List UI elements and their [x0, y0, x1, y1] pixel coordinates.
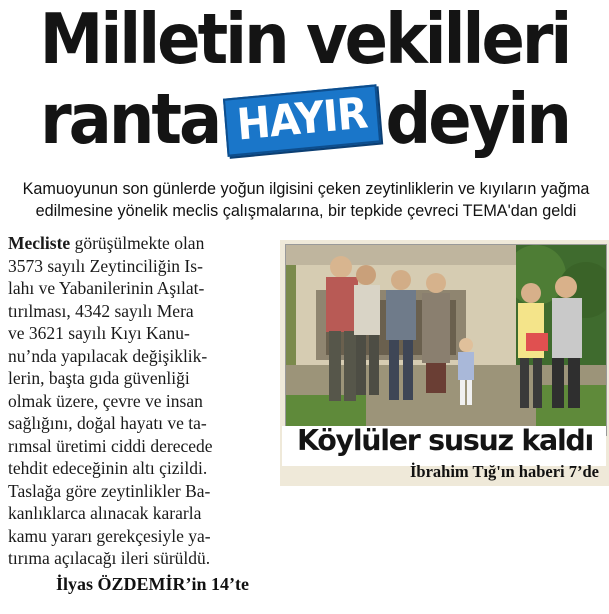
hayir-stamp: [225, 77, 379, 150]
villagers-photo-illustration: [286, 245, 606, 435]
photo-caption: Köylüler susuz kaldı: [296, 424, 594, 457]
article-line: tırılması, 4342 sayılı Mera: [8, 300, 194, 321]
headline-ranta: ranta: [40, 80, 220, 161]
article-line: olmak üzere, çevre ve insan: [8, 390, 203, 411]
article-line: kamu yararı gerekçesiyle ya-: [8, 525, 211, 546]
article-body: [8, 232, 270, 570]
article-line: nu’nda yapılacak değişiklik-: [8, 345, 208, 366]
villagers-photo: [285, 244, 607, 436]
article-line: lerin, başta gıda güvenliği: [8, 368, 190, 388]
headline-deyin: deyin: [385, 80, 569, 161]
headline-line-1: Milletin vekilleri: [39, 0, 570, 81]
article-line: ve 3621 sayılı Kıyı Kanu-: [8, 323, 190, 343]
article-line: lahı ve Yabanilerinin Aşılat-: [8, 278, 205, 298]
article-line-1: Mecliste görüşülmekte olan: [8, 233, 205, 253]
lede-line-2: edilmesine yönelik meclis çalışmalarına, bir tepkide çevreci TEMA'dan geldi: [35, 202, 577, 220]
article-line: sağlığını, doğal hayatı ve ta-: [8, 413, 207, 433]
photo-byline: İbrahim Tığ'ın haberi 7’de: [409, 462, 599, 481]
hayir-stamp-text: HAYIR: [223, 85, 381, 158]
article-line: Taslağa göre zeytinlikler Ba-: [8, 480, 211, 501]
headline-line-2: [0, 80, 609, 161]
article-line: kanlıklarca alınacak kararla: [8, 503, 202, 523]
article-line: tehdit edeceğinin altı çizildi.: [8, 458, 208, 478]
lede: [6, 178, 606, 222]
article-byline: İlyas ÖZDEMİR’in 14’te: [56, 574, 249, 594]
article-line: 3573 sayılı Zeytinciliğin Is-: [8, 255, 203, 276]
lede-line-1: Kamuoyunun son günlerde yoğun ilgisini çeken zeytinliklerin ve kıyıların yağma: [22, 180, 590, 198]
article-lead-word: Mecliste: [8, 233, 71, 253]
article-line: rımsal üretimi ciddi derecede: [8, 435, 213, 456]
article-line: tırıma açılacağı ileri sürüldü.: [8, 548, 211, 568]
